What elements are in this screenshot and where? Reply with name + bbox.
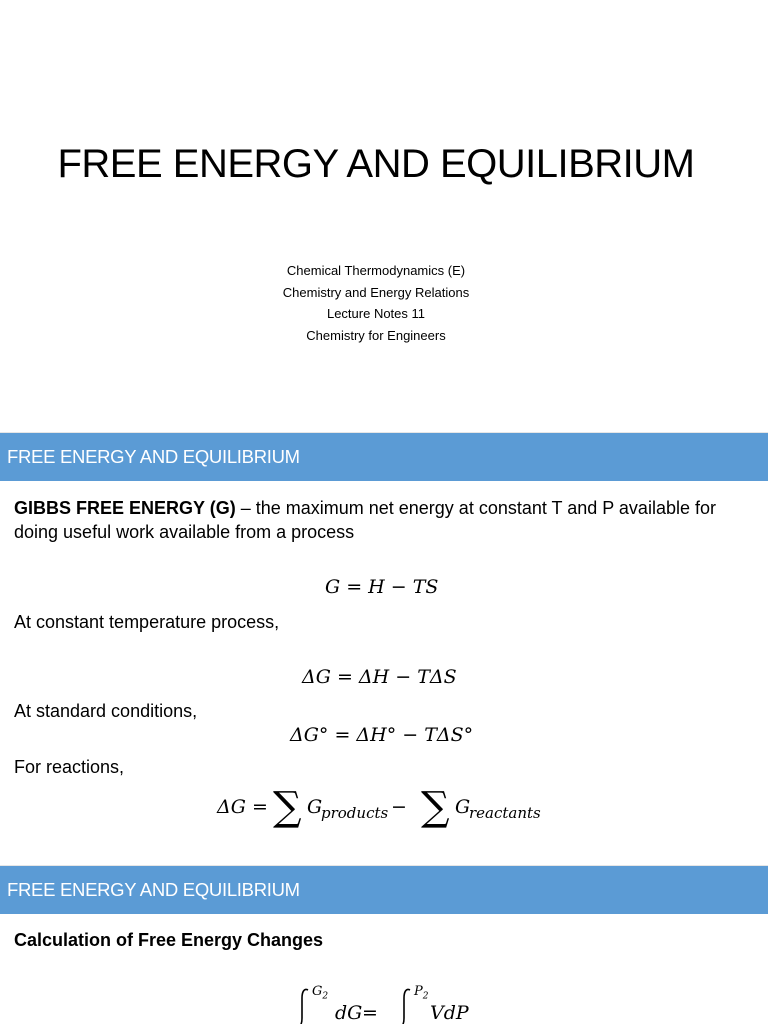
label-constant-temperature: At constant temperature process, bbox=[14, 612, 280, 632]
calculation-slide bbox=[0, 866, 768, 1024]
gibbs-term: GIBBS FREE ENERGY (G) bbox=[14, 498, 236, 518]
subtitle-block bbox=[0, 260, 768, 346]
section-banner: FREE ENERGY AND EQUILIBRIUM bbox=[0, 866, 768, 914]
subtitle-line: Chemistry for Engineers bbox=[306, 327, 446, 343]
upper-right-var: P bbox=[414, 984, 423, 999]
integral-sign-right bbox=[398, 988, 412, 1024]
gibbs-paragraph bbox=[14, 496, 762, 544]
gibbs-slide bbox=[0, 433, 768, 865]
eq4-g-reactants: G bbox=[455, 796, 471, 818]
integral-equals: = bbox=[362, 1002, 378, 1024]
sum-symbol-reactants: ∑ bbox=[421, 784, 450, 830]
eq4-reactants: reactants bbox=[469, 804, 541, 822]
section-banner: FREE ENERGY AND EQUILIBRIUM bbox=[0, 433, 768, 481]
subtitle-line: Lecture Notes 11 bbox=[326, 306, 426, 321]
integral-sign-left bbox=[296, 988, 310, 1024]
subtitle-line: Chemical Thermodynamics (E) bbox=[286, 263, 466, 278]
subtitle-line: Chemistry and Energy Relations bbox=[282, 284, 470, 300]
integral-upper-right bbox=[414, 984, 428, 1002]
title-text: FREE ENERGY AND EQUILIBRIUM bbox=[57, 142, 695, 186]
equation-delta-g-standard: ΔG° = ΔH° − TΔS° bbox=[290, 724, 474, 746]
page-title bbox=[0, 138, 768, 190]
integral-upper-left bbox=[312, 984, 328, 1002]
label-standard-conditions: At standard conditions, bbox=[14, 701, 198, 721]
equation-gibbs: G = H − TS bbox=[325, 576, 439, 598]
calculation-heading: Calculation of Free Energy Changes bbox=[14, 930, 324, 950]
integral-vdp: VdP bbox=[430, 1002, 469, 1024]
eq4-minus: − bbox=[391, 796, 407, 818]
label-reactions: For reactions, bbox=[14, 757, 125, 777]
upper-left-var: G bbox=[312, 984, 323, 999]
title-slide bbox=[0, 0, 768, 432]
gibbs-definition: – the maximum net energy at constant T and P available for doing useful work available from a process bbox=[14, 498, 716, 542]
eq4-g-products: G bbox=[307, 796, 323, 818]
integral-dg: dG bbox=[335, 1002, 363, 1024]
upper-right-sub: 2 bbox=[422, 991, 429, 1002]
upper-left-sub: 2 bbox=[322, 991, 329, 1002]
equation-delta-g: ΔG = ΔH − TΔS bbox=[302, 666, 457, 688]
eq4-products: products bbox=[321, 804, 389, 822]
sum-symbol-products: ∑ bbox=[273, 784, 302, 830]
eq4-lhs: ΔG = bbox=[217, 796, 268, 818]
